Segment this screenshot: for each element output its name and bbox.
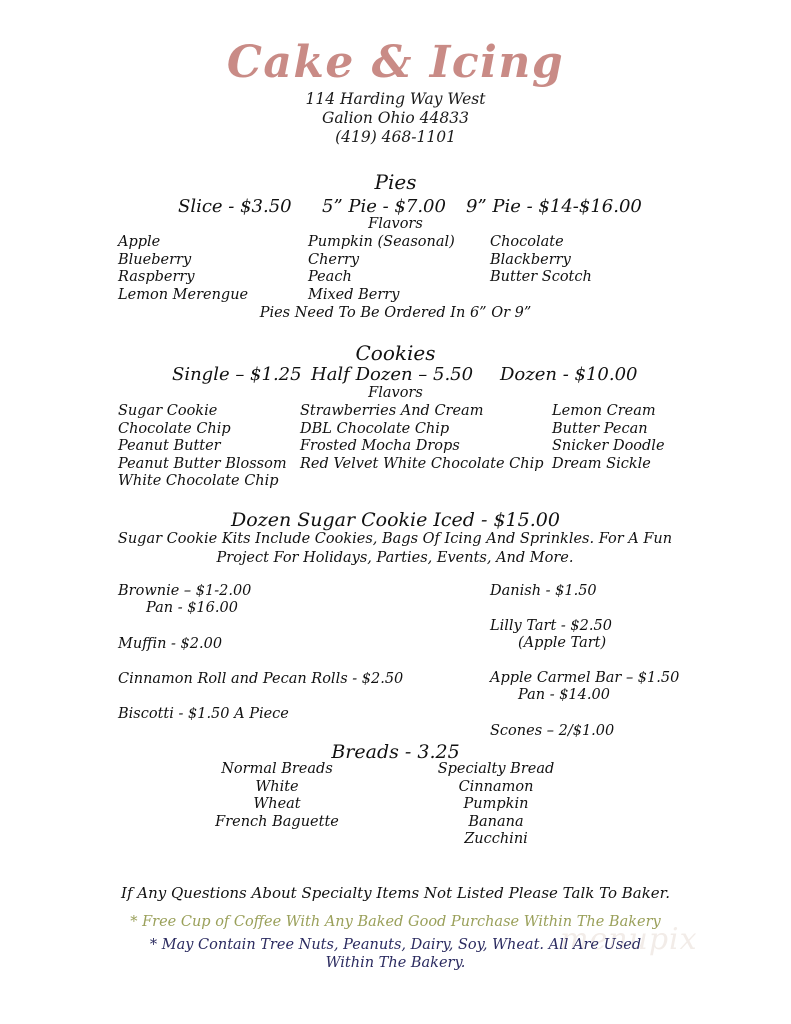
cookies-flavor-item: Frosted Mocha Drops (300, 438, 460, 455)
cookies-price-half-dozen: Half Dozen – 5.50 (311, 364, 474, 385)
pies-price-9in: 9” Pie - $14-$16.00 (466, 196, 642, 217)
section-title-cookies: Cookies (355, 341, 436, 365)
cookies-flavor-item: Peanut Butter Blossom (118, 455, 287, 472)
footer-allergen-line-2: Within The Bakery. (325, 955, 466, 971)
section-title-pies: Pies (374, 170, 417, 194)
misc-item-cinnamon-roll (118, 671, 403, 688)
cookies-flavor-item: Peanut Butter (118, 438, 221, 455)
footer-coffee-offer: * Free Cup of Coffee With Any Baked Good Purchase Within The Bakery (130, 914, 661, 930)
misc-item-scones (490, 723, 614, 740)
breads-specialty-item: Zucchini (464, 831, 528, 847)
pies-flavor-item: Blackberry (490, 251, 571, 268)
cookies-flavor-item: Chocolate Chip (118, 420, 231, 437)
misc-item-apple-carmel-bar (490, 670, 679, 704)
pies-flavor-item: Butter Scotch (490, 269, 592, 286)
cookies-price-dozen: Dozen - $10.00 (500, 364, 638, 385)
cookie-kit-description (95, 530, 695, 568)
breads-specialty-item: Cinnamon (458, 778, 534, 795)
cookie-kit-description-line-2: Project For Holidays, Parties, Events, And More. (216, 550, 574, 566)
footer-questions-note: If Any Questions About Specialty Items Not Listed Please Talk To Baker. (121, 884, 670, 902)
breads-normal-item: French Baguette (215, 813, 339, 830)
cookie-kit-description-line-1: Sugar Cookie Kits Include Cookies, Bags Of Icing And Sprinkles. For A Fun (117, 531, 673, 547)
address-line-1: 114 Harding Way West (305, 90, 486, 108)
breads-normal-item: Wheat (253, 796, 301, 812)
pies-flavor-column-3 (490, 234, 592, 287)
misc-item-brownie (118, 583, 251, 617)
misc-item-sub: Pan - $16.00 (146, 600, 238, 616)
pies-flavor-item: Lemon Merengue (118, 286, 249, 303)
pies-flavor-item: Apple (118, 234, 161, 250)
breads-specialty-item: Banana (468, 813, 524, 830)
misc-item-name: Scones – 2/$1.00 (490, 723, 615, 739)
phone-number: (419) 468-1101 (335, 128, 456, 146)
pies-flavor-item: Cherry (308, 251, 360, 268)
misc-item-muffin (118, 636, 222, 653)
pies-flavor-column-2 (308, 234, 455, 304)
misc-item-name: Apple Carmel Bar – $1.50 (490, 670, 680, 686)
pies-flavor-item: Mixed Berry (308, 286, 400, 303)
pies-flavor-item: Raspberry (118, 269, 195, 286)
pies-flavor-item: Blueberry (118, 251, 192, 268)
address-line-2: Galion Ohio 44833 (322, 109, 469, 127)
misc-item-name: Biscotti - $1.50 A Piece (118, 706, 289, 722)
pies-price-5in: 5” Pie - $7.00 (322, 196, 446, 217)
breads-specialty-heading: Specialty Bread (437, 761, 555, 777)
pies-flavor-item: Peach (308, 269, 352, 286)
breads-normal-column (177, 761, 377, 831)
cookies-flavor-item: Strawberries And Cream (300, 403, 484, 419)
pies-flavor-item: Chocolate (490, 234, 564, 250)
menupix-watermark: menupix (560, 922, 698, 957)
misc-item-name: Cinnamon Roll and Pecan Rolls - $2.50 (118, 671, 404, 687)
misc-item-danish (490, 583, 597, 600)
footer-allergen-line-1: * May Contain Tree Nuts, Peanuts, Dairy, Soy, Wheat. All Are Used (149, 937, 642, 953)
misc-item-sub: Pan - $14.00 (518, 687, 610, 703)
misc-item-lilly-tart (490, 618, 612, 652)
pies-flavor-item: Pumpkin (Seasonal) (308, 234, 455, 250)
cookies-flavor-column-1 (118, 403, 287, 491)
breads-normal-item: White (255, 778, 299, 795)
misc-item-sub: (Apple Tart) (518, 635, 607, 651)
cookies-flavor-item: White Chocolate Chip (118, 473, 279, 490)
cookies-price-single: Single – $1.25 (172, 364, 302, 385)
breads-specialty-column (396, 761, 596, 849)
section-title-breads: Breads - 3.25 (331, 741, 460, 763)
pies-flavors-label: Flavors (368, 216, 423, 232)
cookies-flavor-item: Dream Sickle (552, 455, 651, 472)
cookies-flavor-item: Butter Pecan (552, 420, 648, 437)
bakery-title: Cake & Icing (226, 37, 565, 88)
cookies-flavors-label: Flavors (368, 385, 423, 401)
breads-normal-heading: Normal Breads (221, 761, 333, 777)
breads-specialty-item: Pumpkin (463, 796, 529, 812)
misc-item-name: Brownie – $1-2.00 (118, 583, 252, 599)
pies-price-slice: Slice - $3.50 (178, 196, 292, 217)
cookies-flavor-item: Red Velvet White Chocolate Chip (300, 455, 544, 472)
pies-flavor-column-1 (118, 234, 248, 304)
misc-item-biscotti (118, 706, 289, 723)
misc-item-name: Danish - $1.50 (490, 583, 597, 599)
cookies-flavor-item: Snicker Doodle (552, 438, 665, 455)
misc-item-name: Muffin - $2.00 (118, 636, 223, 652)
pies-order-note: Pies Need To Be Ordered In 6” Or 9” (259, 305, 532, 321)
cookies-flavor-item: DBL Chocolate Chip (300, 420, 450, 437)
cookie-kit-title: Dozen Sugar Cookie Iced - $15.00 (231, 509, 560, 531)
misc-item-name: Lilly Tart - $2.50 (490, 618, 612, 634)
cookies-flavor-column-3 (552, 403, 665, 473)
cookies-flavor-item: Lemon Cream (552, 403, 656, 419)
cookies-flavor-column-2 (300, 403, 544, 473)
cookies-flavor-item: Sugar Cookie (118, 403, 218, 419)
